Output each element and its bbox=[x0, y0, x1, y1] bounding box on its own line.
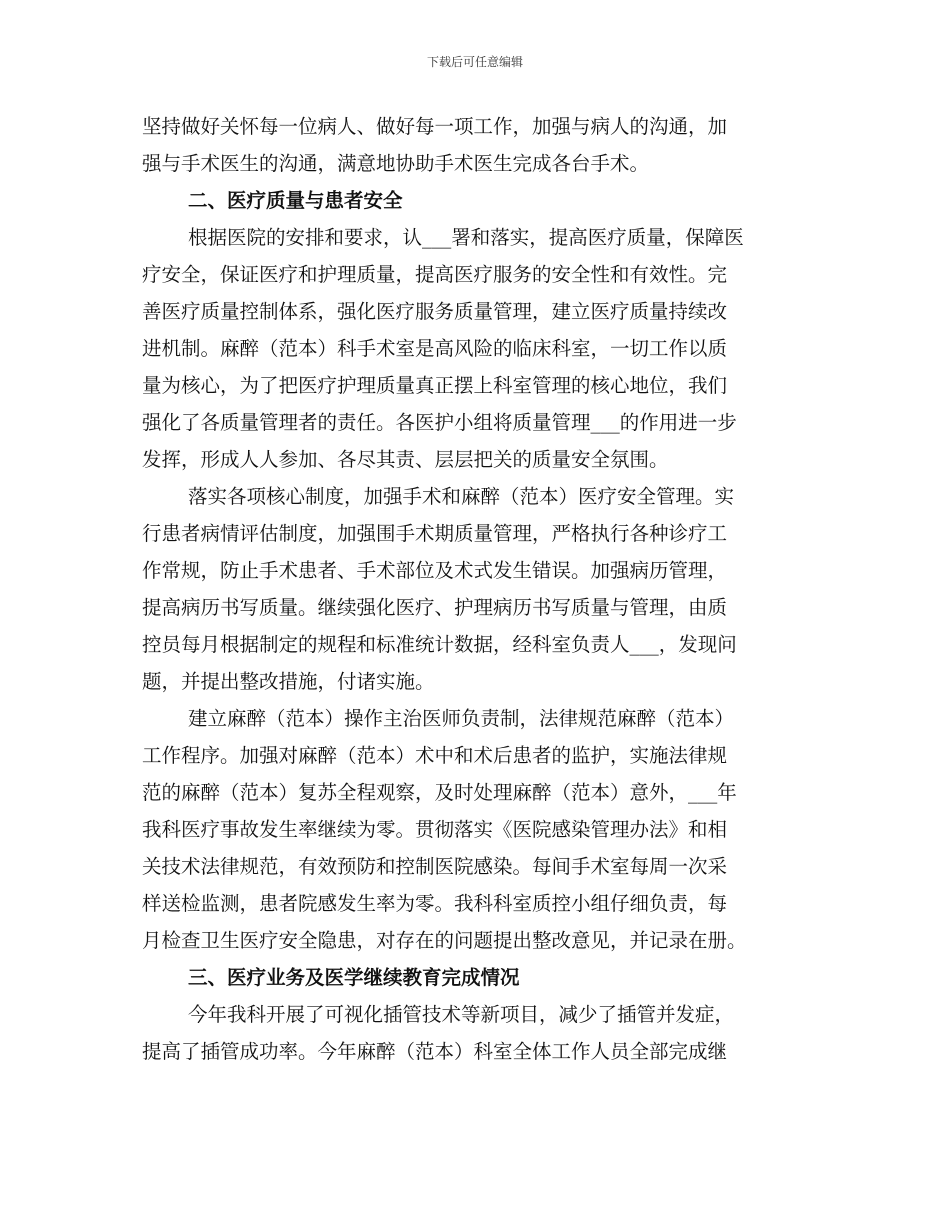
body-line: 强化了各质量管理者的责任。各医护小组将质量管理___的作用进一步 bbox=[142, 411, 737, 434]
body-line: 坚持做好关怀每一位病人、做好每一项工作，加强与病人的沟通，加 bbox=[142, 115, 728, 138]
body-line: 题，并提出整改措施，付诸实施。 bbox=[142, 670, 435, 693]
body-line: 关技术法律规范，有效预防和控制医院感染。每间手术室每周一次采 bbox=[142, 855, 728, 878]
body-line: 样送检监测，患者院感发生率为零。我科科室质控小组仔细负责，每 bbox=[142, 892, 728, 915]
section-heading-2: 二、医疗质量与患者安全 bbox=[188, 189, 403, 212]
section-heading-3: 三、医疗业务及医学继续教育完成情况 bbox=[188, 966, 520, 989]
document-body bbox=[142, 108, 810, 1070]
body-line: 强与手术医生的沟通，满意地协助手术医生完成各台手术。 bbox=[142, 152, 650, 175]
body-line: 行患者病情评估制度，加强围手术期质量管理，严格执行各种诊疗工 bbox=[142, 522, 728, 545]
body-line: 善医疗质量控制体系，强化医疗服务质量管理，建立医疗质量持续改 bbox=[142, 300, 728, 323]
body-line: 范的麻醉（范本）复苏全程观察，及时处理麻醉（范本）意外，___年 bbox=[142, 781, 737, 804]
body-line: 作常规，防止手术患者、手术部位及术式发生错误。加强病历管理， bbox=[142, 559, 728, 582]
body-line: 提高病历书写质量。继续强化医疗、护理病历书写质量与管理，由质 bbox=[142, 596, 728, 619]
body-line: 提高了插管成功率。今年麻醉（范本）科室全体工作人员全部完成继 bbox=[142, 1040, 728, 1063]
body-line: 月检查卫生医疗安全隐患，对存在的问题提出整改意见，并记录在册。 bbox=[142, 929, 747, 952]
body-line: 根据医院的安排和要求，认___署和落实，提高医疗质量，保障医 bbox=[188, 226, 744, 249]
body-line: 工作程序。加强对麻醉（范本）术中和术后患者的监护，实施法律规 bbox=[142, 744, 728, 767]
body-line: 建立麻醉（范本）操作主治医师负责制，法律规范麻醉（范本） bbox=[188, 707, 735, 730]
body-line: 今年我科开展了可视化插管技术等新项目，减少了插管并发症， bbox=[188, 1003, 735, 1026]
body-line: 进机制。麻醉（范本）科手术室是高风险的临床科室，一切工作以质 bbox=[142, 337, 728, 360]
body-line: 疗安全，保证医疗和护理质量，提高医疗服务的安全性和有效性。完 bbox=[142, 263, 728, 286]
body-line: 量为核心，为了把医疗护理质量真正摆上科室管理的核心地位，我们 bbox=[142, 374, 728, 397]
page-header: 下载后可任意编辑 bbox=[426, 55, 523, 69]
body-line: 发挥，形成人人参加、各尽其责、层层把关的质量安全氛围。 bbox=[142, 448, 669, 471]
body-line: 控员每月根据制定的规程和标准统计数据，经科室负责人___，发现问 bbox=[142, 633, 737, 656]
body-line: 落实各项核心制度，加强手术和麻醉（范本）医疗安全管理。实 bbox=[188, 485, 735, 508]
body-line: 我科医疗事故发生率继续为零。贯彻落实《医院感染管理办法》和相 bbox=[142, 818, 728, 841]
